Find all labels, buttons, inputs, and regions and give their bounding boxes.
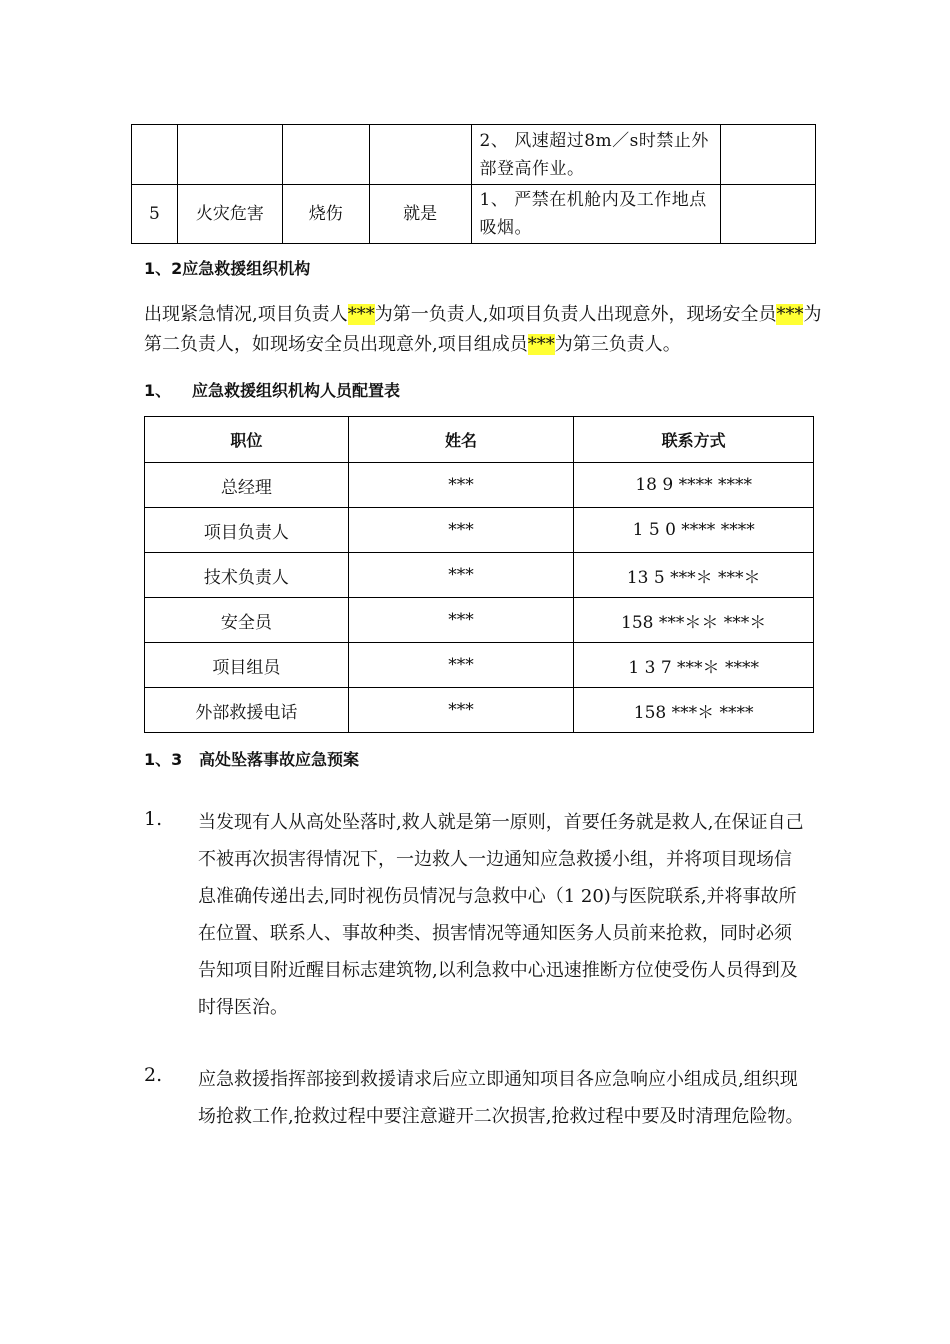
staff-table (144, 416, 814, 733)
risk-table (131, 124, 816, 244)
table-row (145, 643, 814, 688)
name-cell: *** (348, 688, 574, 733)
list-item-text: 应急救援指挥部接到救援请求后应立即通知项目各应急响应小组成员,组织现场抢救工作,抢救过程中要注意避开二次损害,抢救过程中要及时清理危险物。 (198, 1069, 804, 1127)
highlight-mark: *** (527, 334, 555, 355)
staff-table-caption-number: 1、 (144, 381, 172, 400)
name-cell: *** (348, 598, 574, 643)
name-cell: *** (348, 553, 574, 598)
list-item-text: 当发现有人从高处坠落时,救人就是第一原则，首要任务就是救人,在保证自己不被再次损害得情况下，一边救人一边通知应急救援小组，并将项目现场信息准确传递出去,同时视伤员情况与急救中心（1 20)与医院联系,并将事故所在位置、联系人、事故种类、损害情况等通知医务人员前来抢救，同时必须告知项目附近醒目标志建筑物,以利急救中心迅速推断方位使受伤人员得到及时得医治。 (198, 812, 804, 1018)
table-row (145, 553, 814, 598)
risk-measure: 2、 风速超过8m／s时禁止外部登高作业。 (471, 125, 721, 185)
list-item-number: 1. (144, 808, 163, 830)
para-text: 为第一负责人,如项目负责人出现意外，现场安全员 (374, 304, 777, 325)
table-row (145, 688, 814, 733)
section-1-3-title: 1、3 高处坠落事故应急预案 (144, 750, 359, 769)
contact-cell: 158 ***＊ **** (574, 688, 814, 733)
contact-cell: 158 ***＊＊ ***＊ (574, 598, 814, 643)
table-row (132, 185, 816, 244)
position-cell: 安全员 (145, 598, 349, 643)
highlight-mark: *** (776, 304, 804, 325)
table-row (145, 598, 814, 643)
risk-harm: 烧伤 (282, 185, 369, 244)
para-text: 出现紧急情况,项目负责人 (144, 304, 348, 325)
table-row (145, 463, 814, 508)
contact-cell: 18 9 **** **** (574, 463, 814, 508)
para-text: 为第三负责人。 (554, 334, 681, 355)
staff-table-caption: 应急救援组织机构人员配置表 (192, 381, 401, 400)
name-cell: *** (348, 508, 574, 553)
list-item-number: 2. (144, 1064, 163, 1086)
table-row (145, 508, 814, 553)
table-header-row (145, 417, 814, 463)
risk-no (132, 125, 178, 185)
risk-harm (282, 125, 369, 185)
name-cell: *** (348, 643, 574, 688)
contact-cell: 1 5 0 **** **** (574, 508, 814, 553)
position-cell: 项目负责人 (145, 508, 349, 553)
contact-cell: 13 5 ***＊ ***＊ (574, 553, 814, 598)
position-cell: 技术负责人 (145, 553, 349, 598)
column-header-position: 职位 (145, 417, 349, 463)
highlight-mark: *** (347, 304, 375, 325)
contact-cell: 1 3 7 ***＊ **** (574, 643, 814, 688)
column-header-contact: 联系方式 (574, 417, 814, 463)
name-cell: *** (348, 463, 574, 508)
position-cell: 项目组员 (145, 643, 349, 688)
section-1-2-paragraph (144, 300, 824, 360)
risk-level (369, 125, 471, 185)
risk-level: 就是 (369, 185, 471, 244)
risk-hazard: 火灾危害 (177, 185, 282, 244)
position-cell: 总经理 (145, 463, 349, 508)
para-text: 为第二负责人，如现场安全员出现意外,项目组成员 (144, 304, 822, 355)
risk-note (721, 185, 816, 244)
column-header-name: 姓名 (348, 417, 574, 463)
risk-hazard (177, 125, 282, 185)
section-1-2-title: 1、2应急救援组织机构 (144, 259, 311, 278)
position-cell: 外部救援电话 (145, 688, 349, 733)
risk-note (721, 125, 816, 185)
table-row (132, 125, 816, 185)
risk-no: 5 (132, 185, 178, 244)
risk-measure: 1、 严禁在机舱内及工作地点吸烟。 (471, 185, 721, 244)
